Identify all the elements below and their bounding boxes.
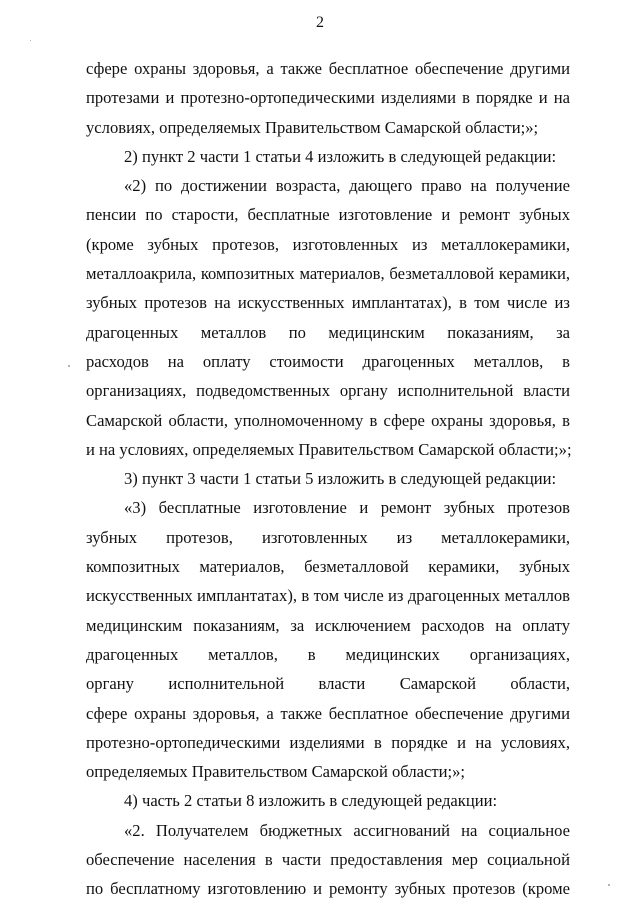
text-line: расходов на оплату стоимости драгоценных металлов, в bbox=[86, 351, 570, 371]
paragraph-p3 bbox=[86, 171, 570, 464]
paragraph-p1 bbox=[86, 54, 570, 142]
text-line: организациях, подведомственных органу исполнительной власти bbox=[86, 381, 570, 401]
text-line: 3) пункт 3 части 1 статьи 5 изложить в следующей редакции: bbox=[124, 469, 557, 489]
text-line: драгоценных металлов по медицинским показаниям, за bbox=[86, 322, 570, 342]
text-line: композитных материалов, безметалловой керамики, зубных bbox=[86, 557, 570, 577]
text-line: металлоакрила, композитных материалов, безметалловой керамики, bbox=[86, 264, 570, 284]
text-line: медицинским показаниям, за исключением расходов на оплату bbox=[86, 615, 570, 635]
text-line: (кроме зубных протезов, изготовленных из металлокерамики, bbox=[86, 234, 570, 254]
scan-speck bbox=[30, 40, 31, 41]
text-line: сфере охраны здоровья, а также бесплатное обеспечение другими bbox=[86, 59, 570, 78]
text-line: драгоценных металлов, в медицинских организациях, bbox=[86, 644, 570, 664]
paragraph-p4 bbox=[86, 464, 570, 493]
paragraph-p5 bbox=[86, 493, 570, 786]
text-line: сфере охраны здоровья, а также бесплатное обеспечение другими bbox=[86, 703, 570, 723]
paragraph-p2 bbox=[86, 142, 570, 171]
text-line: «3) бесплатные изготовление и ремонт зубных протезов bbox=[124, 498, 570, 518]
scan-speck bbox=[68, 365, 70, 367]
text-line: обеспечение населения в части предоставления мер социальной bbox=[86, 850, 570, 870]
text-line: пенсии по старости, бесплатные изготовление и ремонт зубных bbox=[86, 205, 570, 225]
text-line: условиях, определяемых Правительством Самарской области;»; bbox=[86, 117, 539, 137]
text-line: протезами и протезно-ортопедическими изделиями в порядке и на bbox=[86, 88, 570, 108]
paragraph-p6 bbox=[86, 786, 570, 815]
text-line: «2. Получателем бюджетных ассигнований на социальное bbox=[124, 820, 570, 840]
document-body bbox=[86, 54, 570, 904]
text-line: зубных протезов, изготовленных из металлокерамики, bbox=[86, 527, 570, 547]
text-line: определяемых Правительством Самарской области;»; bbox=[86, 762, 465, 782]
text-line: «2) по достижении возраста, дающего право на получение bbox=[124, 176, 570, 196]
text-line: зубных протезов на искусственных имплантатах), в том числе из bbox=[86, 293, 570, 313]
text-line: органу исполнительной власти Самарской области, bbox=[86, 674, 570, 694]
text-line: Самарской области, уполномоченному в сфере охраны здоровья, в bbox=[86, 410, 570, 430]
text-line: искусственных имплантатах), в том числе из драгоценных металлов bbox=[86, 586, 570, 606]
text-line: протезно-ортопедическими изделиями в порядке и на условиях, bbox=[86, 732, 570, 752]
text-line: 4) часть 2 статьи 8 изложить в следующей редакции: bbox=[124, 791, 498, 811]
text-line: 2) пункт 2 части 1 статьи 4 изложить в следующей редакции: bbox=[124, 146, 557, 166]
text-line: по бесплатному изготовлению и ремонту зубных протезов (кроме bbox=[86, 879, 570, 899]
page-number: 2 bbox=[316, 14, 324, 31]
scan-speck bbox=[608, 884, 610, 886]
text-line: и на условиях, определяемых Правительством Самарской области;»; bbox=[86, 439, 572, 459]
paragraph-p7 bbox=[86, 816, 570, 904]
